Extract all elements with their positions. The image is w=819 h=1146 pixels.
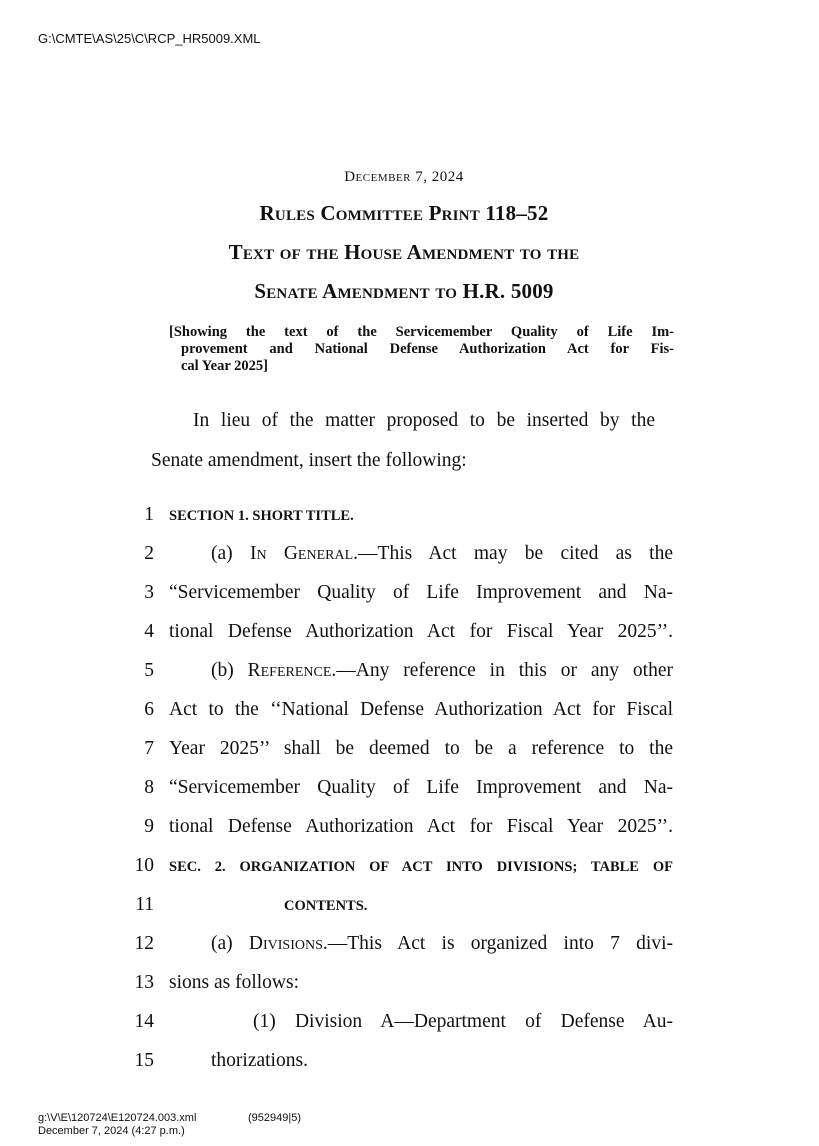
footer-job-code: (952949|5) — [248, 1112, 302, 1124]
line-number: 12 — [134, 933, 154, 954]
line-number: 7 — [144, 738, 154, 759]
line-number: 9 — [144, 816, 154, 837]
line-number: 6 — [144, 699, 154, 720]
footer-file-path: g:\V\E\120724\E120724.003.xml — [38, 1112, 197, 1124]
text-line: sions as follows: — [169, 972, 300, 993]
text-line — [169, 543, 673, 565]
note-line: provement and National Defense Authorization Act for Fis- — [181, 341, 674, 357]
line-number: 1 — [144, 504, 154, 525]
text-line: tional Defense Authorization Act for Fiscal Year 2025’’. — [169, 621, 673, 642]
bracketed-note — [169, 324, 674, 375]
paragraph-heading: Divisions. — [248, 933, 328, 954]
text-segment: —Any reference in this or any other — [336, 660, 673, 681]
text-line: (1) Division A—Department of Defense Au- — [253, 1011, 673, 1032]
text-line: “Servicemember Quality of Life Improvement and Na- — [169, 777, 673, 798]
text-line: “Servicemember Quality of Life Improvement and Na- — [169, 582, 673, 603]
header-file-path: G:\CMTE\AS\25\C\RCP_HR5009.XML — [38, 31, 261, 46]
paragraph-heading: In General. — [249, 543, 359, 564]
note-line: cal Year 2025] — [181, 358, 268, 374]
text-line: Act to the ‘‘National Defense Authorization Act for Fiscal — [169, 699, 673, 720]
title-line-3: Senate Amendment to H.R. 5009 — [254, 279, 554, 303]
text-line — [169, 660, 673, 682]
text-line: thorizations. — [211, 1050, 308, 1071]
line-number: 5 — [144, 660, 154, 681]
text-segment: —This Act may be cited as the — [358, 543, 673, 564]
section-heading-continued: CONTENTS. — [284, 898, 368, 914]
line-number: 15 — [134, 1050, 154, 1071]
print-date: December 7, 2024 — [344, 169, 464, 185]
line-number: 2 — [144, 543, 154, 564]
text-segment: —This Act is organized into 7 divi- — [327, 933, 673, 954]
title-line-1: Rules Committee Print 118–52 — [259, 201, 549, 225]
line-number: 11 — [135, 894, 154, 915]
paragraph-heading: Reference. — [247, 660, 337, 681]
section-heading: SEC. 2. ORGANIZATION OF ACT INTO DIVISIONS; TABLE OF — [169, 859, 673, 875]
text-line: Year 2025’’ shall be deemed to be a reference to the — [169, 738, 673, 759]
line-number: 10 — [134, 855, 154, 876]
text-line: tional Defense Authorization Act for Fiscal Year 2025’’. — [169, 816, 673, 837]
paragraph-designator: (b) — [211, 660, 248, 681]
text-line — [169, 933, 673, 955]
line-number: 4 — [144, 621, 154, 642]
line-number: 14 — [134, 1011, 154, 1032]
line-number: 8 — [144, 777, 154, 798]
footer-timestamp: December 7, 2024 (4:27 p.m.) — [38, 1125, 185, 1137]
paragraph-designator: (a) — [211, 543, 250, 564]
line-number: 3 — [144, 582, 154, 603]
intro-line-2: Senate amendment, insert the following: — [151, 450, 467, 471]
line-number: 13 — [134, 972, 154, 993]
section-heading: SECTION 1. SHORT TITLE. — [169, 508, 354, 524]
paragraph-designator: (a) — [211, 933, 249, 954]
title-line-2: Text of the House Amendment to the — [228, 240, 580, 264]
note-line: [Showing the text of the Servicemember Quality of Life Im- — [169, 324, 674, 340]
intro-line-1: In lieu of the matter proposed to be inserted by the — [193, 410, 655, 431]
